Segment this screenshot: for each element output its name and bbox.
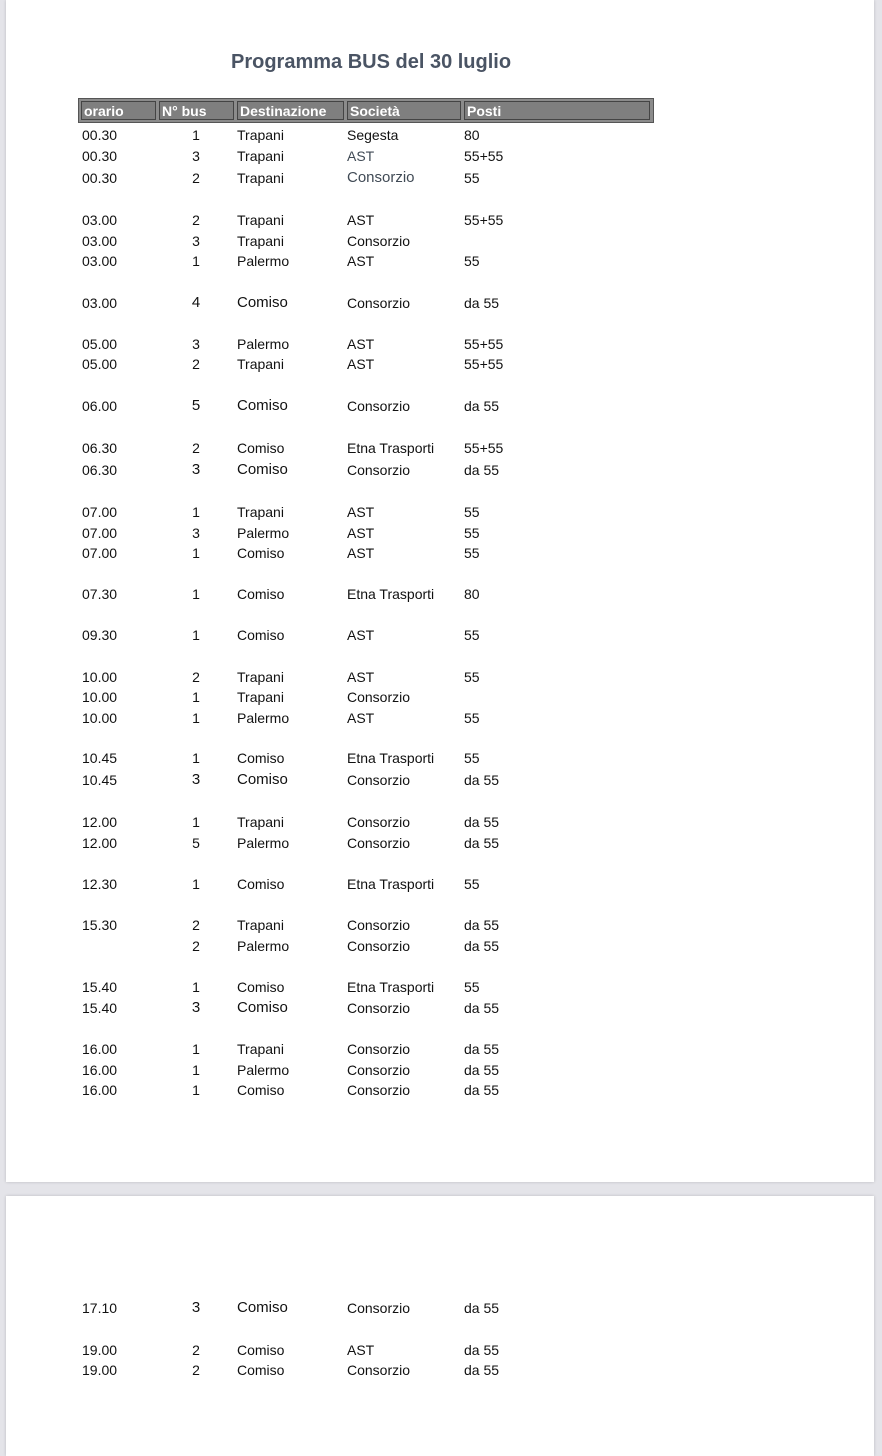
cell-posti: 80 [464,127,480,143]
table-row [6,460,874,480]
cell-n-bus: 3 [192,525,200,541]
cell-societa: AST [347,356,375,372]
cell-societa: AST [347,627,375,643]
cell-n-bus: 1 [192,689,200,705]
cell-societa: Consorzio [347,917,411,933]
cell-orario: 16.00 [82,1082,118,1098]
header-posti: Posti [464,101,650,120]
cell-societa: Consorzio [347,1082,411,1098]
cell-societa: AST [347,504,375,520]
cell-posti: 55 [464,170,480,186]
cell-societa: Consorzio [347,689,411,705]
cell-posti: 55 [464,525,480,541]
table-row [6,125,874,145]
cell-posti: 55 [464,710,480,726]
cell-n-bus: 1 [192,979,200,995]
cell-posti: da 55 [464,1300,500,1316]
cell-societa: AST [347,212,375,228]
table-row [6,833,874,853]
cell-posti: da 55 [464,398,500,414]
cell-n-bus: 2 [192,440,200,456]
cell-destinazione: Comiso [237,1299,288,1316]
cell-n-bus: 1 [192,710,200,726]
cell-posti: da 55 [464,1342,500,1358]
cell-n-bus: 1 [192,545,200,561]
cell-destinazione: Comiso [237,1342,285,1358]
cell-destinazione: Trapani [237,127,284,143]
cell-societa: AST [347,253,375,269]
cell-posti: da 55 [464,1362,500,1378]
cell-orario: 07.00 [82,545,118,561]
table-row [6,354,874,374]
cell-destinazione: Trapani [237,233,284,249]
cell-orario: 12.30 [82,876,118,892]
cell-societa: AST [347,336,375,352]
table-row [6,748,874,768]
cell-societa: Consorzio [347,295,411,311]
cell-destinazione: Trapani [237,669,284,685]
cell-destinazione: Trapani [237,504,284,520]
table-row [6,502,874,522]
cell-orario: 16.00 [82,1062,118,1078]
cell-posti: 55+55 [464,336,504,352]
cell-posti: 55 [464,627,480,643]
cell-societa: Consorzio [347,1300,411,1316]
cell-orario: 17.10 [82,1300,118,1316]
cell-orario: 07.00 [82,525,118,541]
table-row [6,210,874,230]
table-row [6,334,874,354]
cell-destinazione: Trapani [237,356,284,372]
table-row [6,523,874,543]
cell-destinazione: Palermo [237,938,290,954]
cell-n-bus: 2 [192,669,200,685]
table-row [6,251,874,271]
cell-destinazione: Comiso [237,979,285,995]
cell-societa: Consorzio [347,169,415,186]
cell-societa: AST [347,1342,375,1358]
cell-societa: Segesta [347,127,399,143]
cell-societa: Consorzio [347,462,411,478]
table-row [6,812,874,832]
cell-societa: Consorzio [347,233,411,249]
cell-n-bus: 2 [192,356,200,372]
cell-orario: 00.30 [82,170,118,186]
cell-orario: 19.00 [82,1362,118,1378]
cell-orario: 07.30 [82,586,118,602]
cell-posti: 55+55 [464,440,504,456]
cell-societa: Consorzio [347,398,411,414]
cell-n-bus: 3 [191,1299,201,1316]
cell-n-bus: 1 [192,1062,200,1078]
table-row [6,874,874,894]
cell-societa: Consorzio [347,938,411,954]
cell-posti: da 55 [464,462,500,478]
cell-destinazione: Trapani [237,170,284,186]
cell-destinazione: Comiso [237,294,288,311]
cell-n-bus: 1 [192,1082,200,1098]
cell-destinazione: Comiso [237,461,288,478]
cell-orario: 05.00 [82,336,118,352]
cell-societa: Consorzio [347,1000,411,1016]
cell-societa: Consorzio [347,1062,411,1078]
table-row [6,396,874,416]
cell-orario: 10.00 [82,710,118,726]
cell-societa: Etna Trasporti [347,440,435,456]
cell-societa: Etna Trasporti [347,979,435,995]
table-row [6,1360,874,1380]
cell-orario: 03.00 [82,295,118,311]
cell-orario: 10.00 [82,689,118,705]
cell-destinazione: Palermo [237,336,290,352]
table-row [6,1298,874,1318]
table-row [6,543,874,563]
table-row [6,687,874,707]
cell-posti: da 55 [464,772,500,788]
cell-posti: 55 [464,545,480,561]
cell-posti: da 55 [464,1062,500,1078]
cell-societa: AST [347,710,375,726]
table-row [6,625,874,645]
table-row [6,977,874,997]
table-row [6,293,874,313]
header-n-bus: N° bus [159,101,234,120]
cell-n-bus: 3 [191,771,201,788]
cell-orario: 12.00 [82,835,118,851]
cell-posti: 55+55 [464,148,504,164]
table-row [6,146,874,166]
cell-destinazione: Palermo [237,710,290,726]
cell-destinazione: Comiso [237,1082,285,1098]
cell-societa: Consorzio [347,835,411,851]
cell-n-bus: 1 [192,876,200,892]
cell-societa: Consorzio [347,1362,411,1378]
cell-destinazione: Palermo [237,253,290,269]
cell-societa: AST [347,545,375,561]
cell-societa: Etna Trasporti [347,750,435,766]
cell-destinazione: Comiso [237,586,285,602]
cell-orario: 16.00 [82,1041,118,1057]
cell-n-bus: 1 [192,1041,200,1057]
cell-n-bus: 3 [192,336,200,352]
table-row [6,936,874,956]
cell-n-bus: 1 [192,253,200,269]
table-row [6,770,874,790]
cell-posti: da 55 [464,1082,500,1098]
cell-destinazione: Comiso [237,627,285,643]
cell-destinazione: Trapani [237,689,284,705]
cell-n-bus: 2 [192,212,200,228]
cell-destinazione: Trapani [237,148,284,164]
table-row [6,1340,874,1360]
cell-n-bus: 3 [191,999,201,1016]
cell-posti: 80 [464,586,480,602]
cell-orario: 06.00 [82,398,118,414]
cell-orario: 10.45 [82,772,118,788]
cell-posti: da 55 [464,917,500,933]
cell-posti: da 55 [464,295,500,311]
table-row [6,667,874,687]
cell-orario: 10.00 [82,669,118,685]
table-row [6,168,874,188]
cell-n-bus: 3 [191,461,201,478]
cell-orario: 05.00 [82,356,118,372]
cell-societa: Etna Trasporti [347,586,435,602]
cell-destinazione: Comiso [237,876,285,892]
table-row [6,438,874,458]
cell-orario: 06.30 [82,440,118,456]
cell-destinazione: Trapani [237,1041,284,1057]
document-title: Programma BUS del 30 luglio [231,51,512,73]
cell-orario: 03.00 [82,212,118,228]
cell-n-bus: 3 [192,148,200,164]
cell-posti: da 55 [464,835,500,851]
cell-societa: AST [347,148,375,164]
cell-orario: 06.30 [82,462,118,478]
cell-posti: da 55 [464,1000,500,1016]
cell-posti: 55+55 [464,356,504,372]
table-row [6,1039,874,1059]
cell-n-bus: 1 [192,814,200,830]
cell-n-bus: 2 [192,170,200,186]
cell-destinazione: Comiso [237,1362,285,1378]
cell-societa: Consorzio [347,814,411,830]
cell-societa: Consorzio [347,1041,411,1057]
cell-posti: 55 [464,504,480,520]
cell-posti: 55 [464,876,480,892]
cell-destinazione: Palermo [237,525,290,541]
cell-n-bus: 2 [192,1342,200,1358]
cell-posti: da 55 [464,938,500,954]
table-row [6,584,874,604]
cell-n-bus: 1 [192,750,200,766]
cell-orario: 15.40 [82,1000,118,1016]
document-page-2 [6,1196,874,1456]
header-orario: orario [81,101,156,120]
cell-societa: AST [347,525,375,541]
table-row [6,708,874,728]
cell-destinazione: Palermo [237,1062,290,1078]
cell-n-bus: 1 [192,127,200,143]
cell-societa: Consorzio [347,772,411,788]
cell-posti: 55 [464,979,480,995]
cell-orario: 03.00 [82,233,118,249]
document-page-1 [6,0,874,1182]
cell-posti: 55 [464,253,480,269]
cell-n-bus: 1 [192,627,200,643]
cell-n-bus: 1 [192,586,200,602]
cell-orario: 03.00 [82,253,118,269]
cell-orario: 12.00 [82,814,118,830]
table-row [6,915,874,935]
cell-destinazione: Trapani [237,814,284,830]
cell-n-bus: 5 [192,835,200,851]
header-destinazione: Destinazione [237,101,344,120]
cell-orario: 19.00 [82,1342,118,1358]
cell-n-bus: 5 [191,397,201,414]
cell-orario: 10.45 [82,750,118,766]
table-header [78,98,654,123]
cell-orario: 00.30 [82,127,118,143]
cell-societa: Etna Trasporti [347,876,435,892]
cell-orario: 07.00 [82,504,118,520]
cell-destinazione: Comiso [237,545,285,561]
cell-posti: 55 [464,669,480,685]
cell-n-bus: 2 [192,1362,200,1378]
cell-orario: 15.30 [82,917,118,933]
cell-destinazione: Trapani [237,917,284,933]
cell-destinazione: Comiso [237,750,285,766]
cell-n-bus: 1 [192,504,200,520]
table-row [6,1060,874,1080]
cell-n-bus: 4 [191,294,201,311]
table-row [6,1080,874,1100]
cell-posti: 55+55 [464,212,504,228]
cell-destinazione: Comiso [237,999,288,1016]
cell-orario: 00.30 [82,148,118,164]
cell-n-bus: 3 [192,233,200,249]
cell-destinazione: Palermo [237,835,290,851]
header-societa: Società [347,101,461,120]
cell-posti: 55 [464,750,480,766]
cell-societa: AST [347,669,375,685]
cell-destinazione: Comiso [237,397,288,414]
table-row [6,998,874,1018]
cell-destinazione: Comiso [237,440,285,456]
cell-orario: 09.30 [82,627,118,643]
table-row [6,231,874,251]
cell-n-bus: 2 [192,917,200,933]
cell-n-bus: 2 [192,938,200,954]
cell-posti: da 55 [464,1041,500,1057]
cell-posti: da 55 [464,814,500,830]
cell-destinazione: Trapani [237,212,284,228]
cell-destinazione: Comiso [237,771,288,788]
cell-orario: 15.40 [82,979,118,995]
